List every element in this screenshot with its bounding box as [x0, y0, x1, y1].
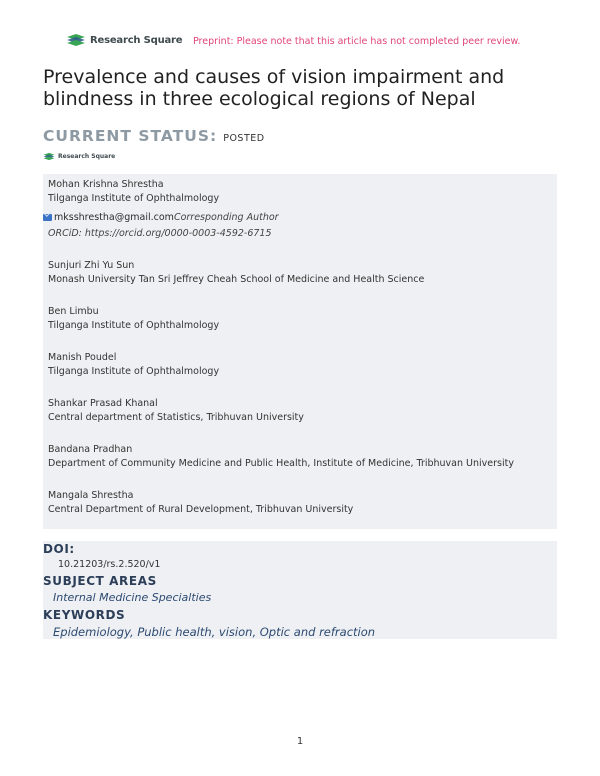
author-entry — [48, 351, 219, 379]
subject-areas-value[interactable]: Internal Medicine Specialties — [53, 591, 212, 604]
author-entry — [48, 305, 219, 333]
paper-title: Prevalence and causes of vision impairment and blindness in three ecological regions of Nepal — [43, 66, 505, 110]
author-affiliation: Tilganga Institute of Ophthalmology — [48, 366, 220, 377]
author-name: Ben Limbu — [48, 306, 99, 317]
author-name: Manish Poudel — [48, 352, 117, 363]
author-affiliation: Central Department of Rural Development, Tribhuvan University — [48, 504, 354, 515]
corresponding-email[interactable]: mksshrestha@gmail.com — [54, 212, 174, 223]
subject-areas-label: SUBJECT AREAS — [43, 574, 157, 588]
corresponding-email-line — [43, 212, 279, 223]
authors-section — [43, 174, 557, 529]
author-affiliation: Tilganga Institute of Ophthalmology — [48, 193, 220, 204]
author-name: Bandana Pradhan — [48, 444, 133, 455]
author-name: Sunjuri Zhi Yu Sun — [48, 260, 135, 271]
author-affiliation: Central department of Statistics, Tribhuvan University — [48, 412, 304, 423]
author-affiliation: Monash University Tan Sri Jeffrey Cheah School of Medicine and Health Science — [48, 274, 425, 285]
mail-icon — [43, 214, 52, 221]
corresponding-author-label: Corresponding Author — [173, 212, 279, 223]
current-status — [43, 127, 265, 145]
author-name: Shankar Prasad Khanal — [48, 398, 158, 409]
author-entry — [48, 489, 353, 517]
metadata-section — [43, 541, 557, 639]
research-square-logo[interactable] — [66, 33, 182, 47]
doi-value[interactable]: 10.21203/rs.2.520/v1 — [58, 559, 161, 570]
author-affiliation: Tilganga Institute of Ophthalmology — [48, 320, 220, 331]
author-entry — [48, 397, 304, 425]
small-logo-text: Research Square — [58, 153, 116, 160]
author-entry — [48, 259, 424, 287]
logo-text: Research Square — [90, 34, 183, 46]
research-square-logo-icon — [66, 33, 86, 47]
author-entry — [48, 178, 219, 206]
orcid-link[interactable]: ORCiD: https://orcid.org/0000-0003-4592-6715 — [48, 228, 272, 239]
preprint-notice: Preprint: Please note that this article has not completed peer review. — [193, 36, 521, 47]
author-name: Mangala Shrestha — [48, 490, 134, 501]
doi-label: DOI: — [43, 542, 75, 556]
page-number: 1 — [296, 736, 304, 747]
status-label: CURRENT STATUS: — [43, 127, 218, 145]
small-logo-icon — [43, 152, 55, 161]
author-entry — [48, 443, 514, 471]
keywords-value: Epidemiology, Public health, vision, Optic and refraction — [53, 625, 376, 639]
page-header — [66, 33, 546, 53]
keywords-label: KEYWORDS — [43, 608, 126, 622]
small-research-square-logo[interactable] — [43, 152, 115, 161]
author-name: Mohan Krishna Shrestha — [48, 179, 164, 190]
author-affiliation: Department of Community Medicine and Public Health, Institute of Medicine, Tribhuvan University — [48, 458, 514, 469]
status-value: POSTED — [223, 133, 265, 144]
